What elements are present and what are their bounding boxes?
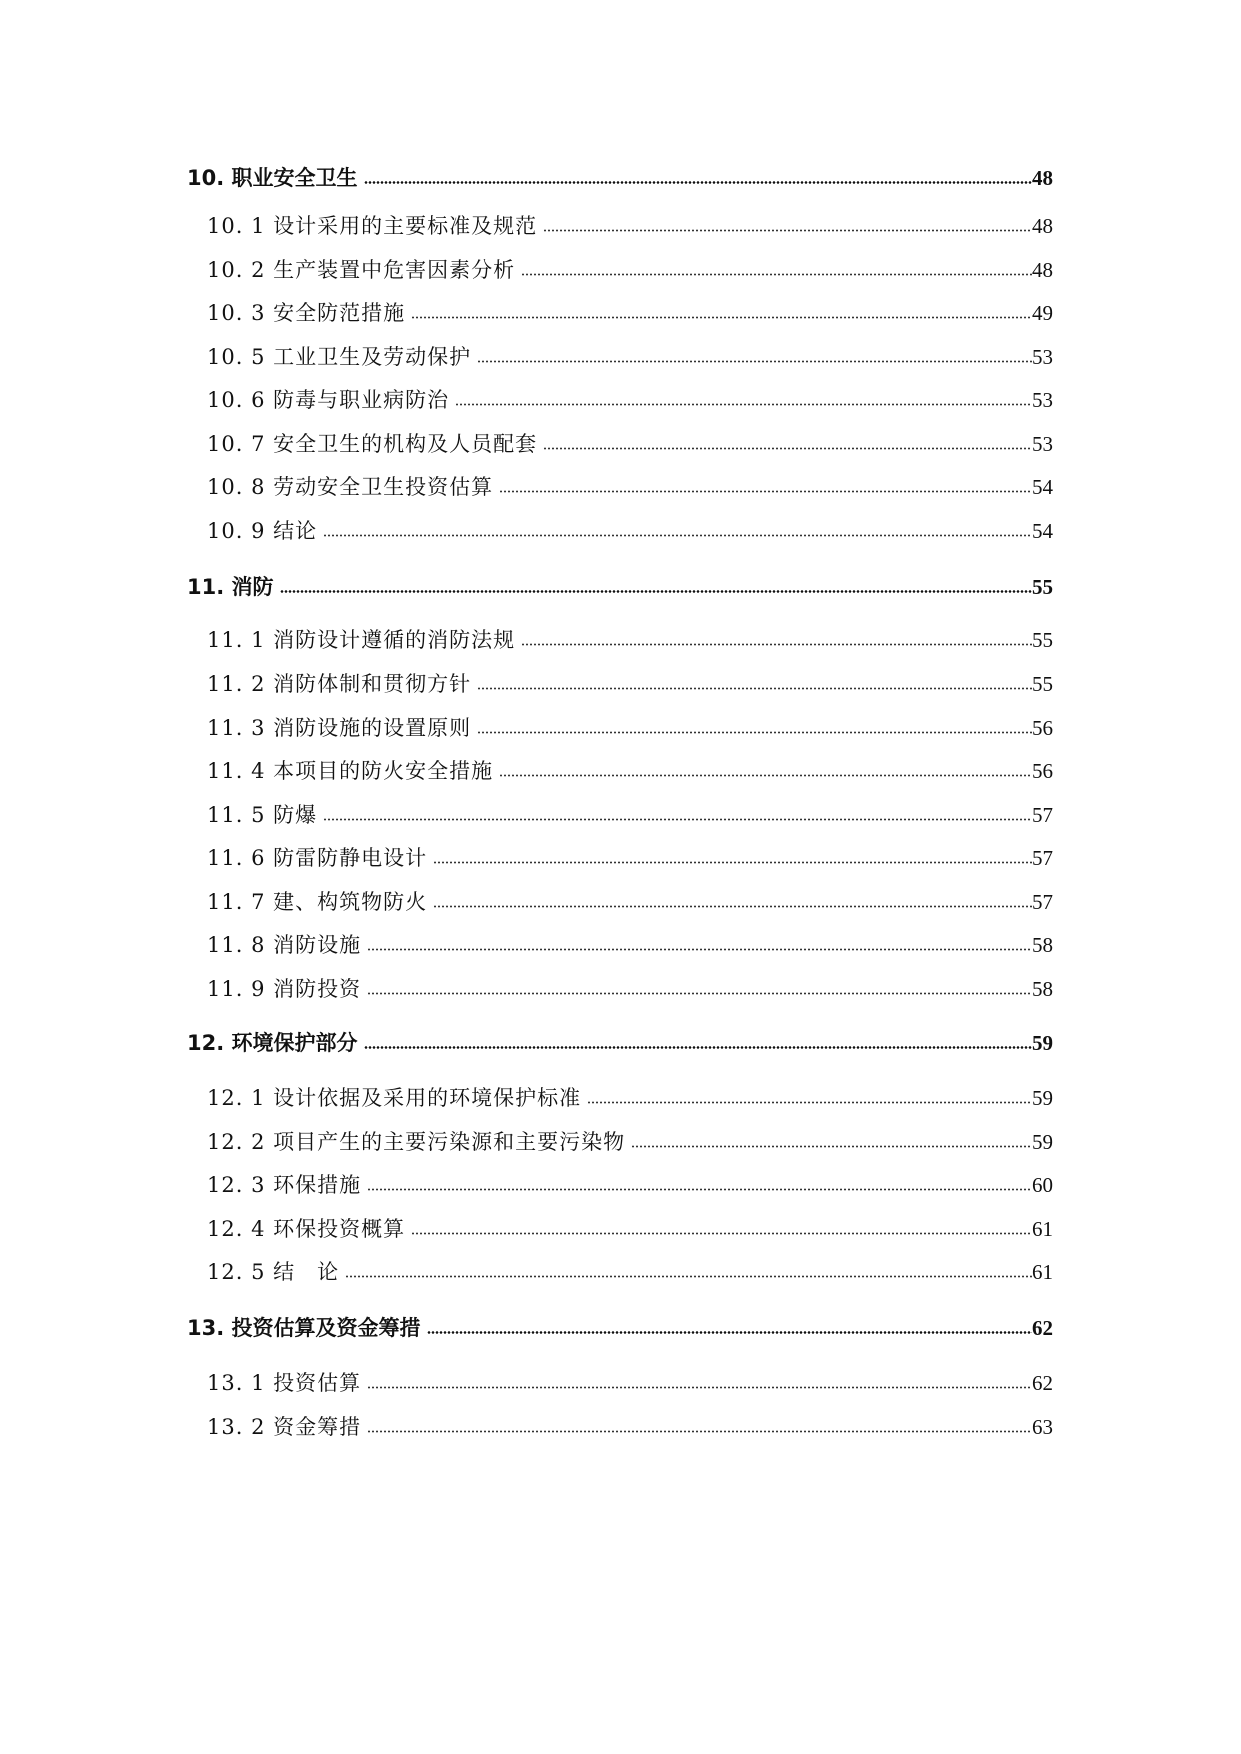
toc-entry-page-number: 57 [1032, 846, 1053, 870]
toc-dot-leader [499, 490, 1032, 493]
toc-entry-subsection[interactable] [207, 922, 1053, 956]
toc-entry-subsection[interactable] [207, 1119, 1053, 1153]
toc-entry-page-number: 62 [1032, 1316, 1053, 1340]
toc-entry-page-number: 48 [1032, 258, 1053, 282]
toc-entry-page-number: 55 [1032, 575, 1053, 599]
toc-entry-page-number: 58 [1032, 933, 1053, 957]
toc-entry-label: 11. 7 建、构筑物防火 [207, 890, 428, 914]
toc-entry-subsection[interactable] [207, 661, 1053, 695]
toc-entry-page-number: 60 [1032, 1173, 1053, 1197]
toc-entry-page-number: 59 [1032, 1031, 1053, 1055]
toc-entry-subsection[interactable] [207, 748, 1053, 782]
toc-entry-subsection[interactable] [207, 705, 1053, 739]
toc-entry-page-number: 61 [1032, 1217, 1053, 1241]
toc-entry-label: 10. 职业安全卫生 [187, 166, 358, 190]
toc-dot-leader [323, 818, 1032, 821]
toc-entry-label: 10. 5 工业卫生及劳动保护 [207, 345, 472, 369]
toc-entry-subsection[interactable] [207, 792, 1053, 826]
toc-entry-subsection[interactable] [207, 1249, 1053, 1283]
toc-entry-subsection[interactable] [207, 1206, 1053, 1240]
toc-entry-label: 13. 投资估算及资金筹措 [187, 1316, 421, 1340]
toc-dot-leader [367, 1430, 1032, 1433]
toc-entry-label: 10. 8 劳动安全卫生投资估算 [207, 475, 494, 499]
toc-entry-section[interactable] [187, 155, 1053, 189]
toc-entry-subsection[interactable] [207, 464, 1053, 498]
toc-dot-leader [364, 181, 1032, 184]
toc-entry-subsection[interactable] [207, 1162, 1053, 1196]
toc-dot-leader [521, 273, 1032, 276]
toc-entry-page-number: 56 [1032, 759, 1053, 783]
toc-entry-label: 12. 1 设计依据及采用的环境保护标准 [207, 1086, 582, 1110]
toc-dot-leader [411, 316, 1032, 319]
toc-dot-leader [367, 948, 1032, 951]
toc-entry-subsection[interactable] [207, 334, 1053, 368]
toc-entry-subsection[interactable] [207, 203, 1053, 237]
toc-dot-leader [427, 1331, 1032, 1334]
toc-entry-page-number: 61 [1032, 1260, 1053, 1284]
toc-entry-page-number: 53 [1032, 432, 1053, 456]
toc-entry-label: 13. 2 资金筹措 [207, 1415, 362, 1439]
toc-dot-leader [433, 905, 1032, 908]
toc-entry-label: 11. 2 消防体制和贯彻方针 [207, 672, 472, 696]
toc-entry-label: 10. 3 安全防范措施 [207, 301, 406, 325]
toc-entry-label: 10. 6 防毒与职业病防治 [207, 388, 450, 412]
toc-entry-label: 10. 2 生产装置中危害因素分析 [207, 258, 516, 282]
toc-entry-page-number: 62 [1032, 1371, 1053, 1395]
toc-dot-leader [323, 534, 1032, 537]
toc-entry-subsection[interactable] [207, 377, 1053, 411]
toc-entry-label: 13. 1 投资估算 [207, 1371, 362, 1395]
toc-entry-page-number: 58 [1032, 977, 1053, 1001]
toc-entry-label: 11. 5 防爆 [207, 803, 318, 827]
toc-entry-page-number: 54 [1032, 475, 1053, 499]
toc-entry-subsection[interactable] [207, 1404, 1053, 1438]
toc-entry-label: 10. 9 结论 [207, 519, 318, 543]
toc-entry-label: 12. 4 环保投资概算 [207, 1217, 406, 1241]
toc-entry-subsection[interactable] [207, 835, 1053, 869]
toc-entry-page-number: 53 [1032, 345, 1053, 369]
toc-entry-page-number: 54 [1032, 519, 1053, 543]
toc-dot-leader [631, 1145, 1032, 1148]
toc-entry-page-number: 49 [1032, 301, 1053, 325]
toc-entry-label: 11. 8 消防设施 [207, 933, 362, 957]
toc-dot-leader [477, 687, 1032, 690]
toc-dot-leader [411, 1232, 1032, 1235]
toc-entry-page-number: 55 [1032, 672, 1053, 696]
toc-entry-label: 12. 2 项目产生的主要污染源和主要污染物 [207, 1130, 626, 1154]
toc-entry-subsection[interactable] [207, 421, 1053, 455]
toc-dot-leader [367, 1386, 1032, 1389]
toc-dot-leader [280, 590, 1032, 593]
toc-entry-page-number: 48 [1032, 166, 1053, 190]
toc-dot-leader [345, 1275, 1032, 1278]
toc-dot-leader [499, 774, 1032, 777]
toc-dot-leader [433, 861, 1032, 864]
toc-entry-page-number: 55 [1032, 628, 1053, 652]
toc-entry-subsection[interactable] [207, 1075, 1053, 1109]
toc-entry-section[interactable] [187, 1305, 1053, 1339]
toc-entry-label: 11. 9 消防投资 [207, 977, 362, 1001]
toc-entry-label: 11. 3 消防设施的设置原则 [207, 716, 472, 740]
toc-dot-leader [367, 992, 1032, 995]
toc-entry-section[interactable] [187, 1020, 1053, 1054]
toc-entry-page-number: 59 [1032, 1130, 1053, 1154]
toc-dot-leader [543, 447, 1032, 450]
toc-entry-subsection[interactable] [207, 879, 1053, 913]
toc-entry-label: 11. 6 防雷防静电设计 [207, 846, 428, 870]
toc-dot-leader [477, 360, 1032, 363]
toc-entry-label: 11. 消防 [187, 575, 274, 599]
toc-entry-subsection[interactable] [207, 290, 1053, 324]
toc-entry-section[interactable] [187, 564, 1053, 598]
toc-entry-label: 12. 3 环保措施 [207, 1173, 362, 1197]
toc-dot-leader [521, 643, 1032, 646]
toc-entry-label: 11. 4 本项目的防火安全措施 [207, 759, 494, 783]
toc-entry-subsection[interactable] [207, 966, 1053, 1000]
toc-entry-page-number: 63 [1032, 1415, 1053, 1439]
toc-entry-label: 11. 1 消防设计遵循的消防法规 [207, 628, 516, 652]
toc-dot-leader [587, 1101, 1032, 1104]
toc-entry-subsection[interactable] [207, 617, 1053, 651]
toc-entry-label: 12. 5 结 论 [207, 1260, 340, 1284]
toc-entry-page-number: 53 [1032, 388, 1053, 412]
toc-entry-label: 10. 7 安全卫生的机构及人员配套 [207, 432, 538, 456]
toc-dot-leader [367, 1188, 1032, 1191]
toc-entry-label: 12. 环境保护部分 [187, 1031, 358, 1055]
toc-dot-leader [543, 229, 1032, 232]
toc-entry-subsection[interactable] [207, 247, 1053, 281]
toc-entry-page-number: 59 [1032, 1086, 1053, 1110]
toc-entry-page-number: 57 [1032, 803, 1053, 827]
toc-entry-label: 10. 1 设计采用的主要标准及规范 [207, 214, 538, 238]
toc-entry-page-number: 56 [1032, 716, 1053, 740]
toc-entry-page-number: 48 [1032, 214, 1053, 238]
toc-entry-subsection[interactable] [207, 1360, 1053, 1394]
toc-entry-page-number: 57 [1032, 890, 1053, 914]
toc-dot-leader [364, 1046, 1032, 1049]
toc-dot-leader [477, 731, 1032, 734]
toc-entry-subsection[interactable] [207, 508, 1053, 542]
toc-dot-leader [455, 403, 1032, 406]
